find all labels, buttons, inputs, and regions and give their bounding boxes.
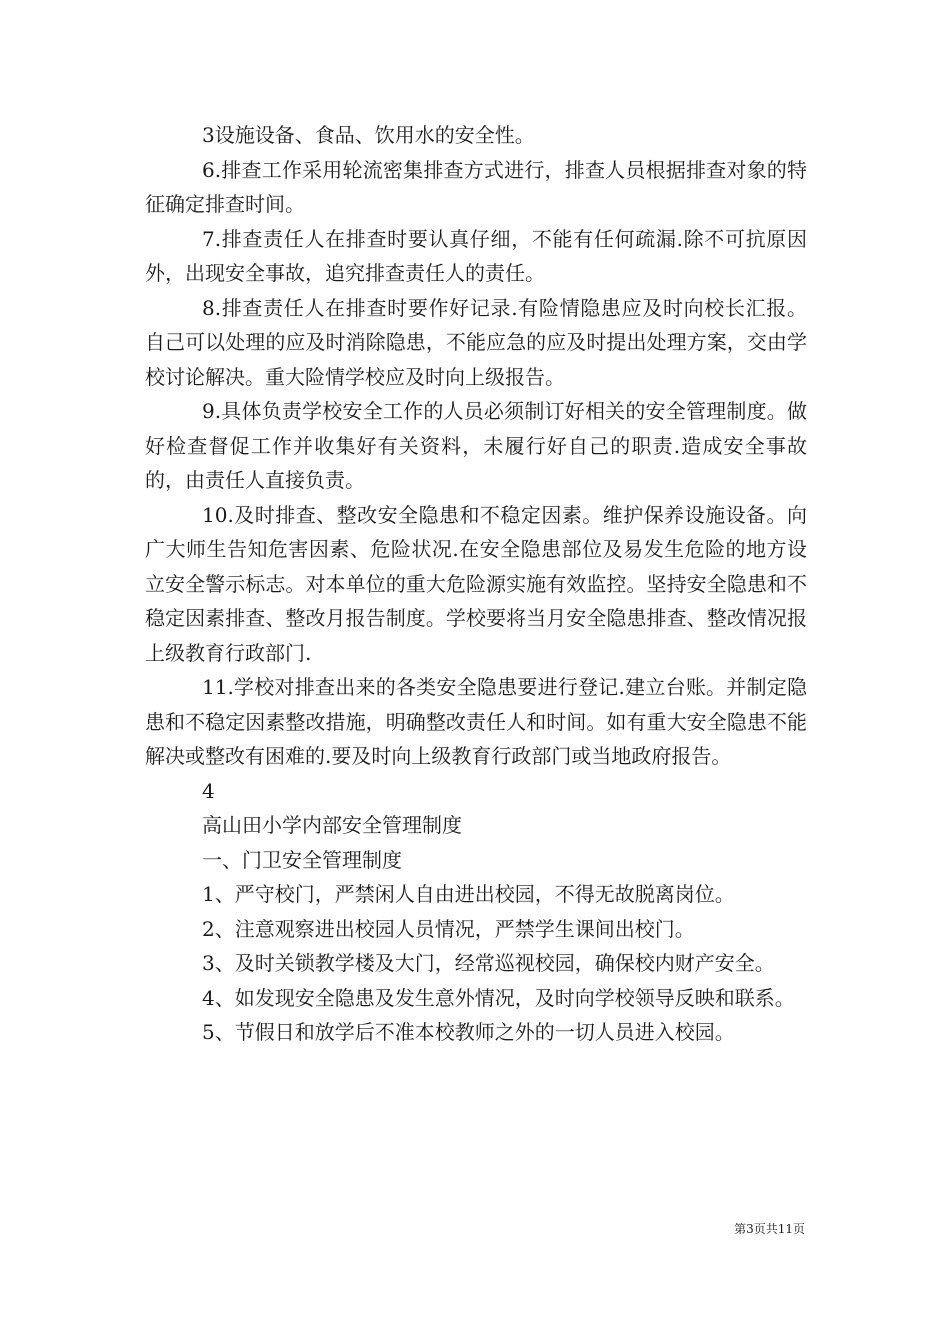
paragraph-1: 3设施设备、食品、饮用水的安全性。 bbox=[202, 123, 535, 147]
paragraph-4: 8.排查责任人在排查时要作好记录.有险情隐患应及时向校长汇报。自己可以处理的应及时消除隐患，不能应急的应及时提出处理方案，交由学校讨论解决。重大险情学校应及时向上级报告。 bbox=[145, 295, 807, 389]
section-heading: 一、门卫安全管理制度 bbox=[202, 847, 402, 872]
page-number-footer: 第3页共11页 bbox=[734, 1222, 805, 1236]
rule-item-1: 1、严守校门，严禁闲人自由进出校园，不得无故脱离岗位。 bbox=[202, 882, 735, 906]
rule-item-2: 2、注意观察进出校园人员情况，严禁学生课间出校门。 bbox=[202, 916, 695, 941]
rule-item-3: 3、及时关锁教学楼及大门，经常巡视校园，确保校内财产安全。 bbox=[202, 951, 775, 975]
paragraph-6: 10.及时排查、整改安全隐患和不稳定因素。维护保养设施设备。向广大师生告知危害因素、危险状况.在安全隐患部位及易发生危险的地方设立安全警示标志。对本单位的重大危险源实施有效监控。坚持安全隐患和不稳定因素排查、整改月报告制度。学校要将当月安全隐患排查、整改情况报上级教育行政部门. bbox=[145, 502, 807, 665]
paragraph-5: 9.具体负责学校安全工作的人员必须制订好相关的安全管理制度。做好检查督促工作并收集好有关资料，未履行好自己的职责.造成安全事故的，由责任人直接负责。 bbox=[145, 399, 807, 492]
rule-item-4: 4、如发现安全隐患及发生意外情况，及时向学校领导反映和联系。 bbox=[202, 985, 795, 1010]
paragraph-2: 6.排查工作采用轮流密集排查方式进行，排查人员根据排查对象的特征确定排查时间。 bbox=[145, 157, 807, 216]
section-number: 4 bbox=[202, 778, 215, 803]
paragraph-7: 11.学校对排查出来的各类安全隐患要进行登记.建立台账。并制定隐患和不稳定因素整改措施，明确整改责任人和时间。如有重大安全隐患不能解决或整改有困难的.要及时向上级教育行政部门或当地政府报告。 bbox=[145, 675, 807, 768]
document-body bbox=[145, 118, 807, 1050]
paragraph-3: 7.排查责任人在排查时要认真仔细，不能有任何疏漏.除不可抗原因外，出现安全事故，追究排查责任人的责任。 bbox=[145, 226, 807, 285]
rule-item-5: 5、节假日和放学后不准本校教师之外的一切人员进入校园。 bbox=[202, 1020, 735, 1044]
document-title: 高山田小学内部安全管理制度 bbox=[202, 813, 462, 837]
